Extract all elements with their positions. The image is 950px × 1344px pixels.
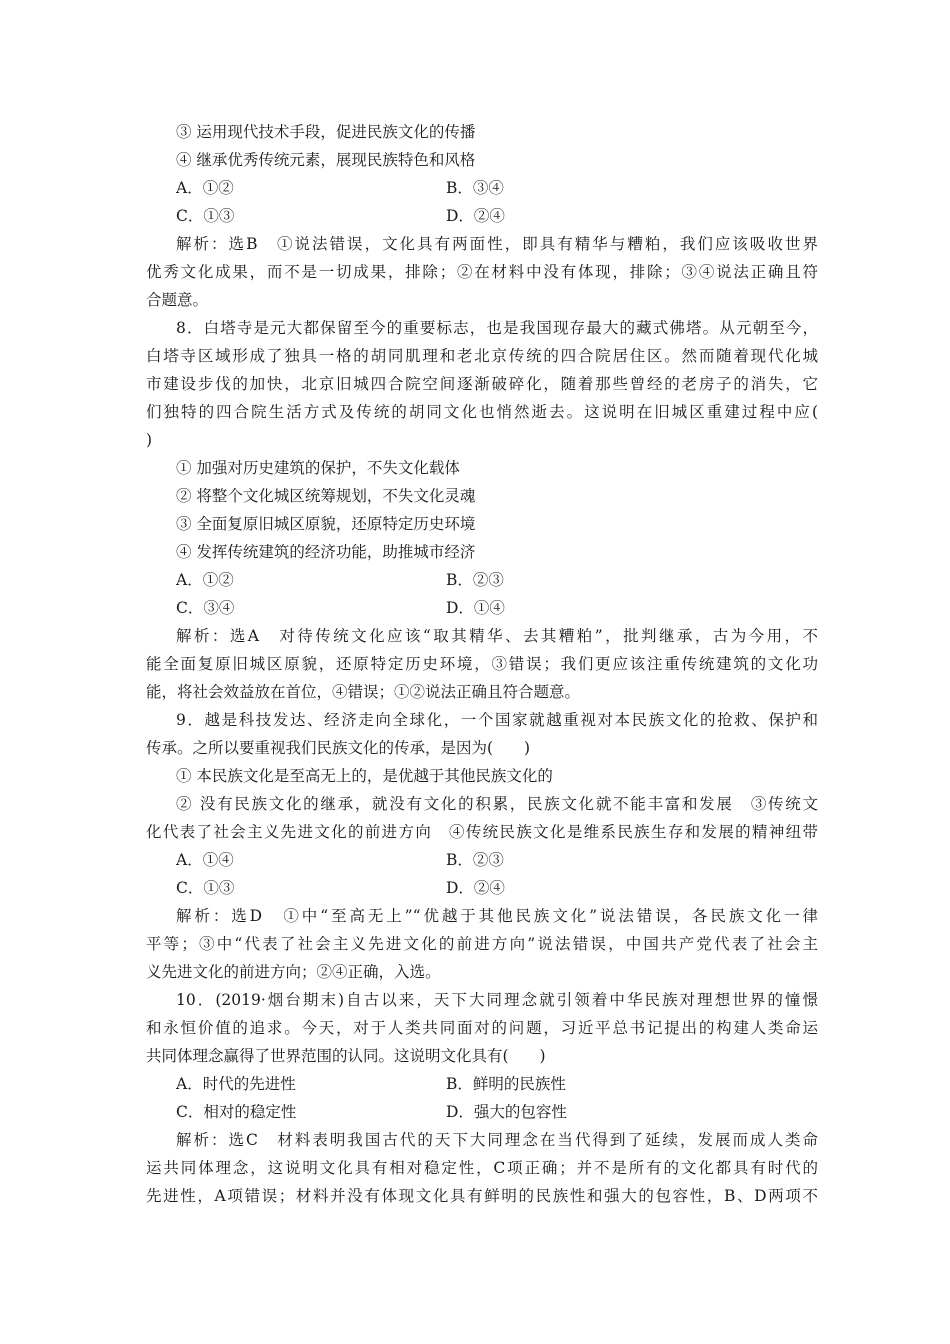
q7-analysis-line: 合题意。: [146, 291, 209, 309]
q8-analysis-line: 解析：选A 对待传统文化应该“取其精华、去其糟粕”，批判继承，古为今用，不: [176, 627, 818, 645]
q9-item-1: ① 本民族文化是至高无上的，是优越于其他民族文化的: [176, 767, 553, 785]
q10-stem-line: 共同体理念赢得了世界范围的认同。这说明文化具有( ): [146, 1047, 546, 1065]
q7-analysis-line: 解析：选B ①说法错误，文化具有两面性，即具有精华与糟粕，我们应该吸收世界: [176, 235, 818, 253]
q8-stem-line: ): [146, 431, 153, 449]
q10-stem-line: 10．(2019·烟台期末)自古以来，天下大同理念就引领着中华民族对理想世界的憧憬: [176, 991, 818, 1009]
q10-option-a: A．时代的先进性: [176, 1075, 296, 1093]
q10-analysis-line: 解析：选C 材料表明我国古代的天下大同理念在当代得到了延续，发展而成人类命: [176, 1131, 818, 1149]
q10-option-b: B．鲜明的民族性: [446, 1075, 566, 1093]
q8-option-b: B．②③: [446, 571, 504, 589]
q8-analysis-line: 能，将社会效益放在首位，④错误；①②说法正确且符合题意。: [146, 683, 581, 701]
q9-option-b: B．②③: [446, 851, 504, 869]
q9-option-c: C．①③: [176, 879, 235, 897]
q8-stem-line: 市建设步伐的加快，北京旧城四合院空间逐渐破碎化，随着那些曾经的老房子的消失，它: [146, 375, 818, 393]
q10-option-c: C．相对的稳定性: [176, 1103, 297, 1121]
q8-option-c: C．③④: [176, 599, 235, 617]
q7-option-d: D．②④: [446, 207, 505, 225]
q8-stem-line: 8．白塔寺是元大都保留至今的重要标志，也是我国现存最大的藏式佛塔。从元朝至今，: [176, 319, 818, 337]
q7-option-c: C．①③: [176, 207, 235, 225]
q7-analysis-line: 优秀文化成果，而不是一切成果，排除；②在材料中没有体现，排除；③④说法正确且符: [146, 263, 818, 281]
q9-item-2-line: ② 没有民族文化的继承，就没有文化的积累，民族文化就不能丰富和发展 ③传统文: [176, 795, 818, 813]
q9-option-d: D．②④: [446, 879, 505, 897]
q9-analysis-line: 平等；③中“代表了社会主义先进文化的前进方向”说法错误，中国共产党代表了社会主: [146, 935, 818, 953]
q10-analysis-line: 先进性，A项错误；材料并没有体现文化具有鲜明的民族性和强大的包容性，B、D两项不: [146, 1187, 818, 1205]
q9-option-a: A．①④: [176, 851, 234, 869]
q8-item-3: ③ 全面复原旧城区原貌，还原特定历史环境: [176, 515, 476, 533]
q8-stem-line: 们独特的四合院生活方式及传统的胡同文化也悄然逝去。这说明在旧城区重建过程中应(: [146, 403, 818, 421]
q8-item-2: ② 将整个文化城区统筹规划，不失文化灵魂: [176, 487, 476, 505]
q7-item-3: ③ 运用现代技术手段，促进民族文化的传播: [176, 123, 476, 141]
q8-option-a: A．①②: [176, 571, 234, 589]
q10-stem-line: 和永恒价值的追求。今天，对于人类共同面对的问题，习近平总书记提出的构建人类命运: [146, 1019, 818, 1037]
q9-analysis-line: 义先进文化的前进方向；②④正确，入选。: [146, 963, 441, 981]
q9-stem-line: 传承。之所以要重视我们民族文化的传承，是因为( ): [146, 739, 531, 757]
q8-item-1: ① 加强对历史建筑的保护，不失文化载体: [176, 459, 460, 477]
q9-analysis-line: 解析：选D ①中“至高无上”“优越于其他民族文化”说法错误，各民族文化一律: [176, 907, 818, 925]
q10-option-d: D．强大的包容性: [446, 1103, 567, 1121]
q9-stem-line: 9．越是科技发达、经济走向全球化，一个国家就越重视对本民族文化的抢救、保护和: [176, 711, 818, 729]
q7-item-4: ④ 继承优秀传统元素，展现民族特色和风格: [176, 151, 476, 169]
q9-item-2-line: 化代表了社会主义先进文化的前进方向 ④传统民族文化是维系民族生存和发展的精神纽带: [146, 823, 818, 841]
q8-item-4: ④ 发挥传统建筑的经济功能，助推城市经济: [176, 543, 476, 561]
q8-stem-line: 白塔寺区域形成了独具一格的胡同肌理和老北京传统的四合院居住区。然而随着现代化城: [146, 347, 818, 365]
q8-analysis-line: 能全面复原旧城区原貌，还原特定历史环境，③错误；我们更应该注重传统建筑的文化功: [146, 655, 818, 673]
q7-option-b: B．③④: [446, 179, 504, 197]
q7-option-a: A．①②: [176, 179, 234, 197]
q8-option-d: D．①④: [446, 599, 505, 617]
q10-analysis-line: 运共同体理念，这说明文化具有相对稳定性，C项正确；并不是所有的文化都具有时代的: [146, 1159, 818, 1177]
